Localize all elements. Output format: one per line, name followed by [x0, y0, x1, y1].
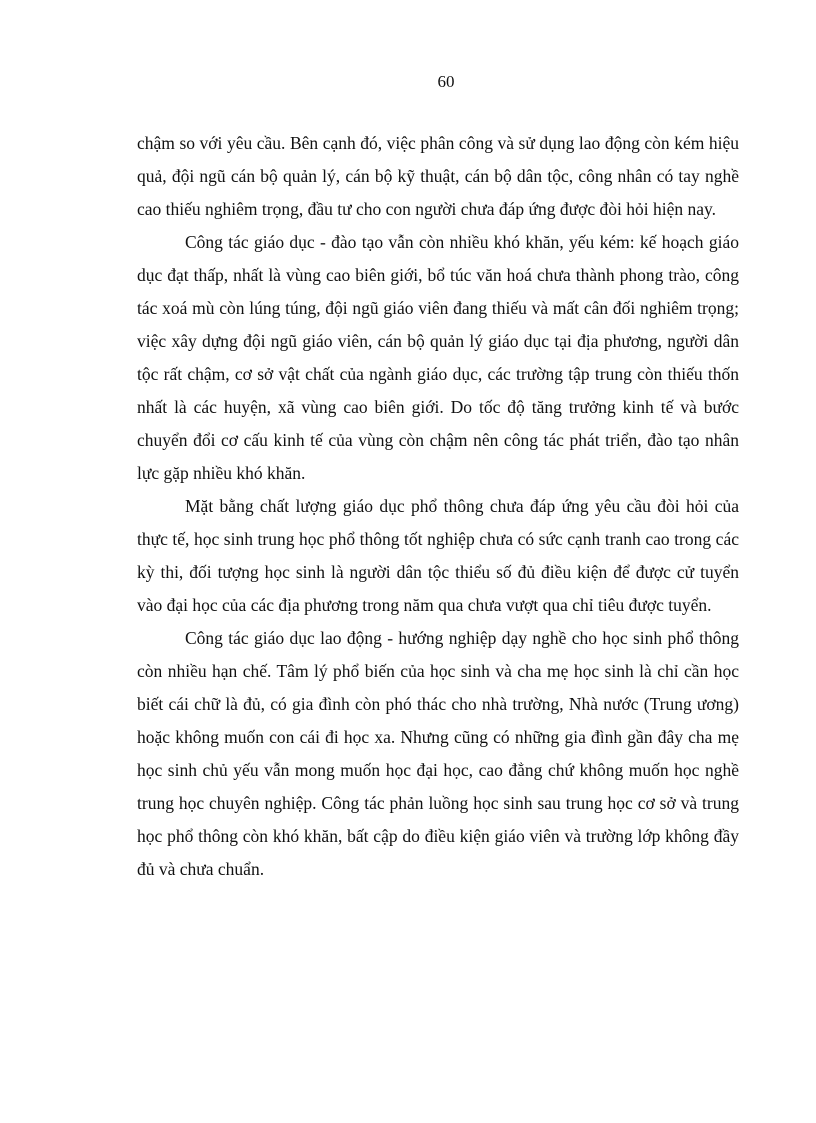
paragraph-4: Công tác giáo dục lao động - hướng nghiệp dạy nghề cho học sinh phổ thông còn nhiều hạn chế. Tâm lý phổ biến của học sinh và cha mẹ học sinh là chỉ cần học biết cái chữ là đủ, có gia đình còn phó thác cho nhà trường, Nhà nước (Trung ương) hoặc không muốn con cái đi học xa. Nhưng cũng có những gia đình gần đây cha mẹ học sinh chủ yếu vẫn mong muốn học đại học, cao đẳng chứ không muốn học nghề trung học chuyên nghiệp. Công tác phản luồng học sinh sau trung học cơ sở và trung học phổ thông còn khó khăn, bất cập do điều kiện giáo viên và trường lớp không đầy đủ và chưa chuẩn.	[137, 628, 739, 879]
paragraph-2: Công tác giáo dục - đào tạo vẫn còn nhiều khó khăn, yếu kém: kế hoạch giáo dục đạt thấp, nhất là vùng cao biên giới, bổ túc văn hoá chưa thành phong trào, công tác xoá mù còn lúng túng, đội ngũ giáo viên đang thiếu và mất cân đối nghiêm trọng; việc xây dựng đội ngũ giáo viên, cán bộ quản lý giáo dục tại địa phương, người dân tộc rất chậm, cơ sở vật chất của ngành giáo dục, các trường tập trung còn thiếu thốn nhất là các huyện, xã vùng cao biên giới. Do tốc độ tăng trưởng kinh tế và bước chuyển đổi cơ cấu kinh tế của vùng còn chậm nên công tác phát triển, đào tạo nhân lực gặp nhiều khó khăn.	[137, 232, 739, 483]
page-number: 60	[437, 72, 455, 91]
body-text	[137, 127, 739, 886]
paragraph-3: Mặt bằng chất lượng giáo dục phổ thông chưa đáp ứng yêu cầu đòi hỏi của thực tế, học sinh trung học phổ thông tốt nghiệp chưa có sức cạnh tranh cao trong các kỳ thi, đối tượng học sinh là người dân tộc thiểu số đủ điều kiện để được cử tuyển vào đại học của các địa phương trong năm qua chưa vượt qua chỉ tiêu được tuyển.	[137, 496, 739, 615]
paragraph-1: chậm so với yêu cầu. Bên cạnh đó, việc phân công và sử dụng lao động còn kém hiệu quả, đội ngũ cán bộ quản lý, cán bộ kỹ thuật, cán bộ dân tộc, công nhân có tay nghề cao thiếu nghiêm trọng, đầu tư cho con người chưa đáp ứng được đòi hỏi hiện nay.	[137, 133, 739, 219]
